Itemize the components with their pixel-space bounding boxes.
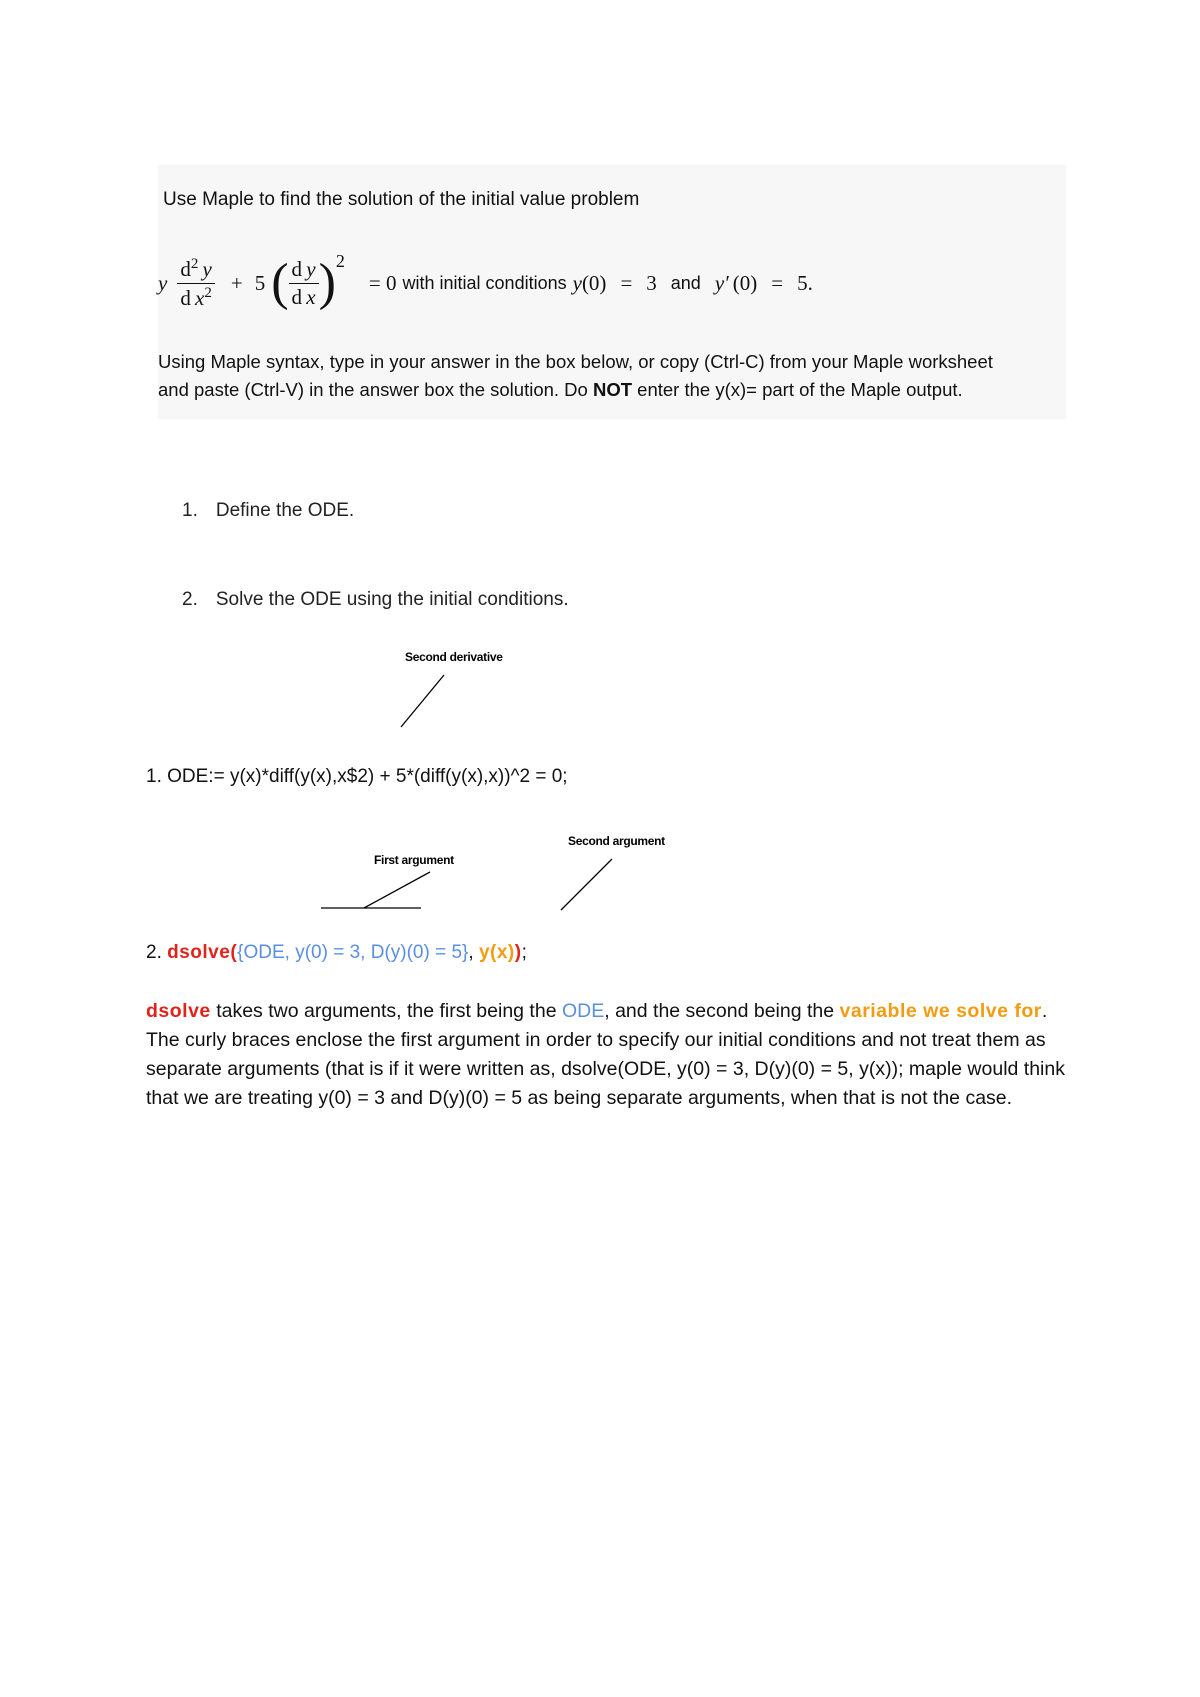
explanation-text: takes two arguments, the first being the — [210, 1000, 562, 1022]
eq-square: 2 — [335, 250, 345, 271]
eq-y: y — [158, 270, 168, 295]
ic2-func: y′ — [714, 270, 729, 295]
pointer-line-second-argument — [561, 859, 612, 910]
eq-sup: 2 — [204, 284, 212, 301]
code-semicolon: ; — [521, 942, 527, 963]
ic1-eq: = — [620, 270, 633, 295]
instructions-text: enter the y(x)= part of the Maple output. — [632, 379, 963, 400]
pointer-line-first-argument — [364, 872, 430, 908]
explanation-text: , and the second being the — [604, 1000, 840, 1022]
explanation-ode: ODE — [561, 1000, 605, 1022]
ic1-val: 3 — [646, 270, 657, 295]
code-comma: , — [468, 942, 479, 963]
annotation-second-argument: Second argument — [568, 834, 665, 848]
problem-intro: Use Maple to find the solution of the initial value problem — [163, 189, 640, 210]
step-number: 2. — [182, 589, 198, 610]
eq-var: x — [195, 285, 205, 310]
code-line-2 — [146, 942, 527, 964]
explanation-variable: variable we solve for — [839, 1000, 1042, 1022]
eq-var: y — [306, 256, 316, 281]
left-paren: ( — [271, 254, 289, 311]
eq-d: d — [180, 285, 191, 310]
code-dsolve: dsolve( — [167, 942, 238, 963]
eq-d: d — [291, 256, 303, 281]
eq-with-text: with initial conditions — [402, 272, 567, 293]
ic2-val: 5. — [797, 270, 813, 295]
explanation-text: . The curly braces enclose the first argument in order to specify our initial conditions and not treat them as separate arguments (that is if it were written as, dsolve(ODE, y(0) = 3, D(y)(0) = 5, y(x)); maple would think that we are treating y(0) = 3 and D(y)(0) = 5 as being separate arguments, when that is not the case. — [146, 1000, 1065, 1109]
ic2-arg: (0) — [732, 270, 758, 295]
step-text: Solve the ODE using the initial conditions. — [215, 589, 569, 610]
eq-plus: + — [230, 270, 243, 295]
code-first-argument: {ODE, y(0) = 3, D(y)(0) = 5} — [237, 942, 469, 963]
annotation-second-derivative: Second derivative — [405, 650, 503, 664]
code-close-paren: ) — [514, 942, 522, 963]
instructions-bold: NOT — [592, 379, 633, 400]
annotation-first-argument: First argument — [374, 853, 454, 867]
eq-and-text: and — [670, 272, 701, 293]
code-second-argument: y(x) — [478, 942, 515, 963]
ic1-func: y — [572, 270, 582, 295]
ic1-arg: (0) — [581, 270, 607, 295]
ic2-eq: = — [771, 270, 784, 295]
eq-sup: 2 — [190, 255, 199, 272]
instructions-line1: Using Maple syntax, type in your answer in the box below, or copy (Ctrl-C) from your Maple worksheet — [158, 351, 993, 372]
pointer-line-second-derivative — [401, 675, 444, 727]
eq-d: d — [291, 284, 303, 309]
right-paren: ) — [318, 254, 336, 311]
step-number: 1. — [182, 500, 198, 521]
code-line-1: 1. ODE:= y(x)*diff(y(x),x$2) + 5*(diff(y(x),x))^2 = 0; — [146, 766, 568, 787]
code-prefix: 2. — [146, 942, 168, 963]
eq-five: 5 — [254, 270, 266, 295]
eq-var: x — [306, 284, 316, 309]
step-text: Define the ODE. — [215, 500, 355, 521]
eq-equals-zero: = 0 — [368, 270, 397, 295]
eq-d: d — [180, 256, 191, 281]
instructions-text: and paste (Ctrl-V) in the answer box the solution. Do — [158, 379, 593, 400]
explanation-paragraph — [146, 997, 1076, 1113]
eq-var: y — [202, 256, 212, 281]
explanation-dsolve: dsolve — [146, 1000, 211, 1022]
